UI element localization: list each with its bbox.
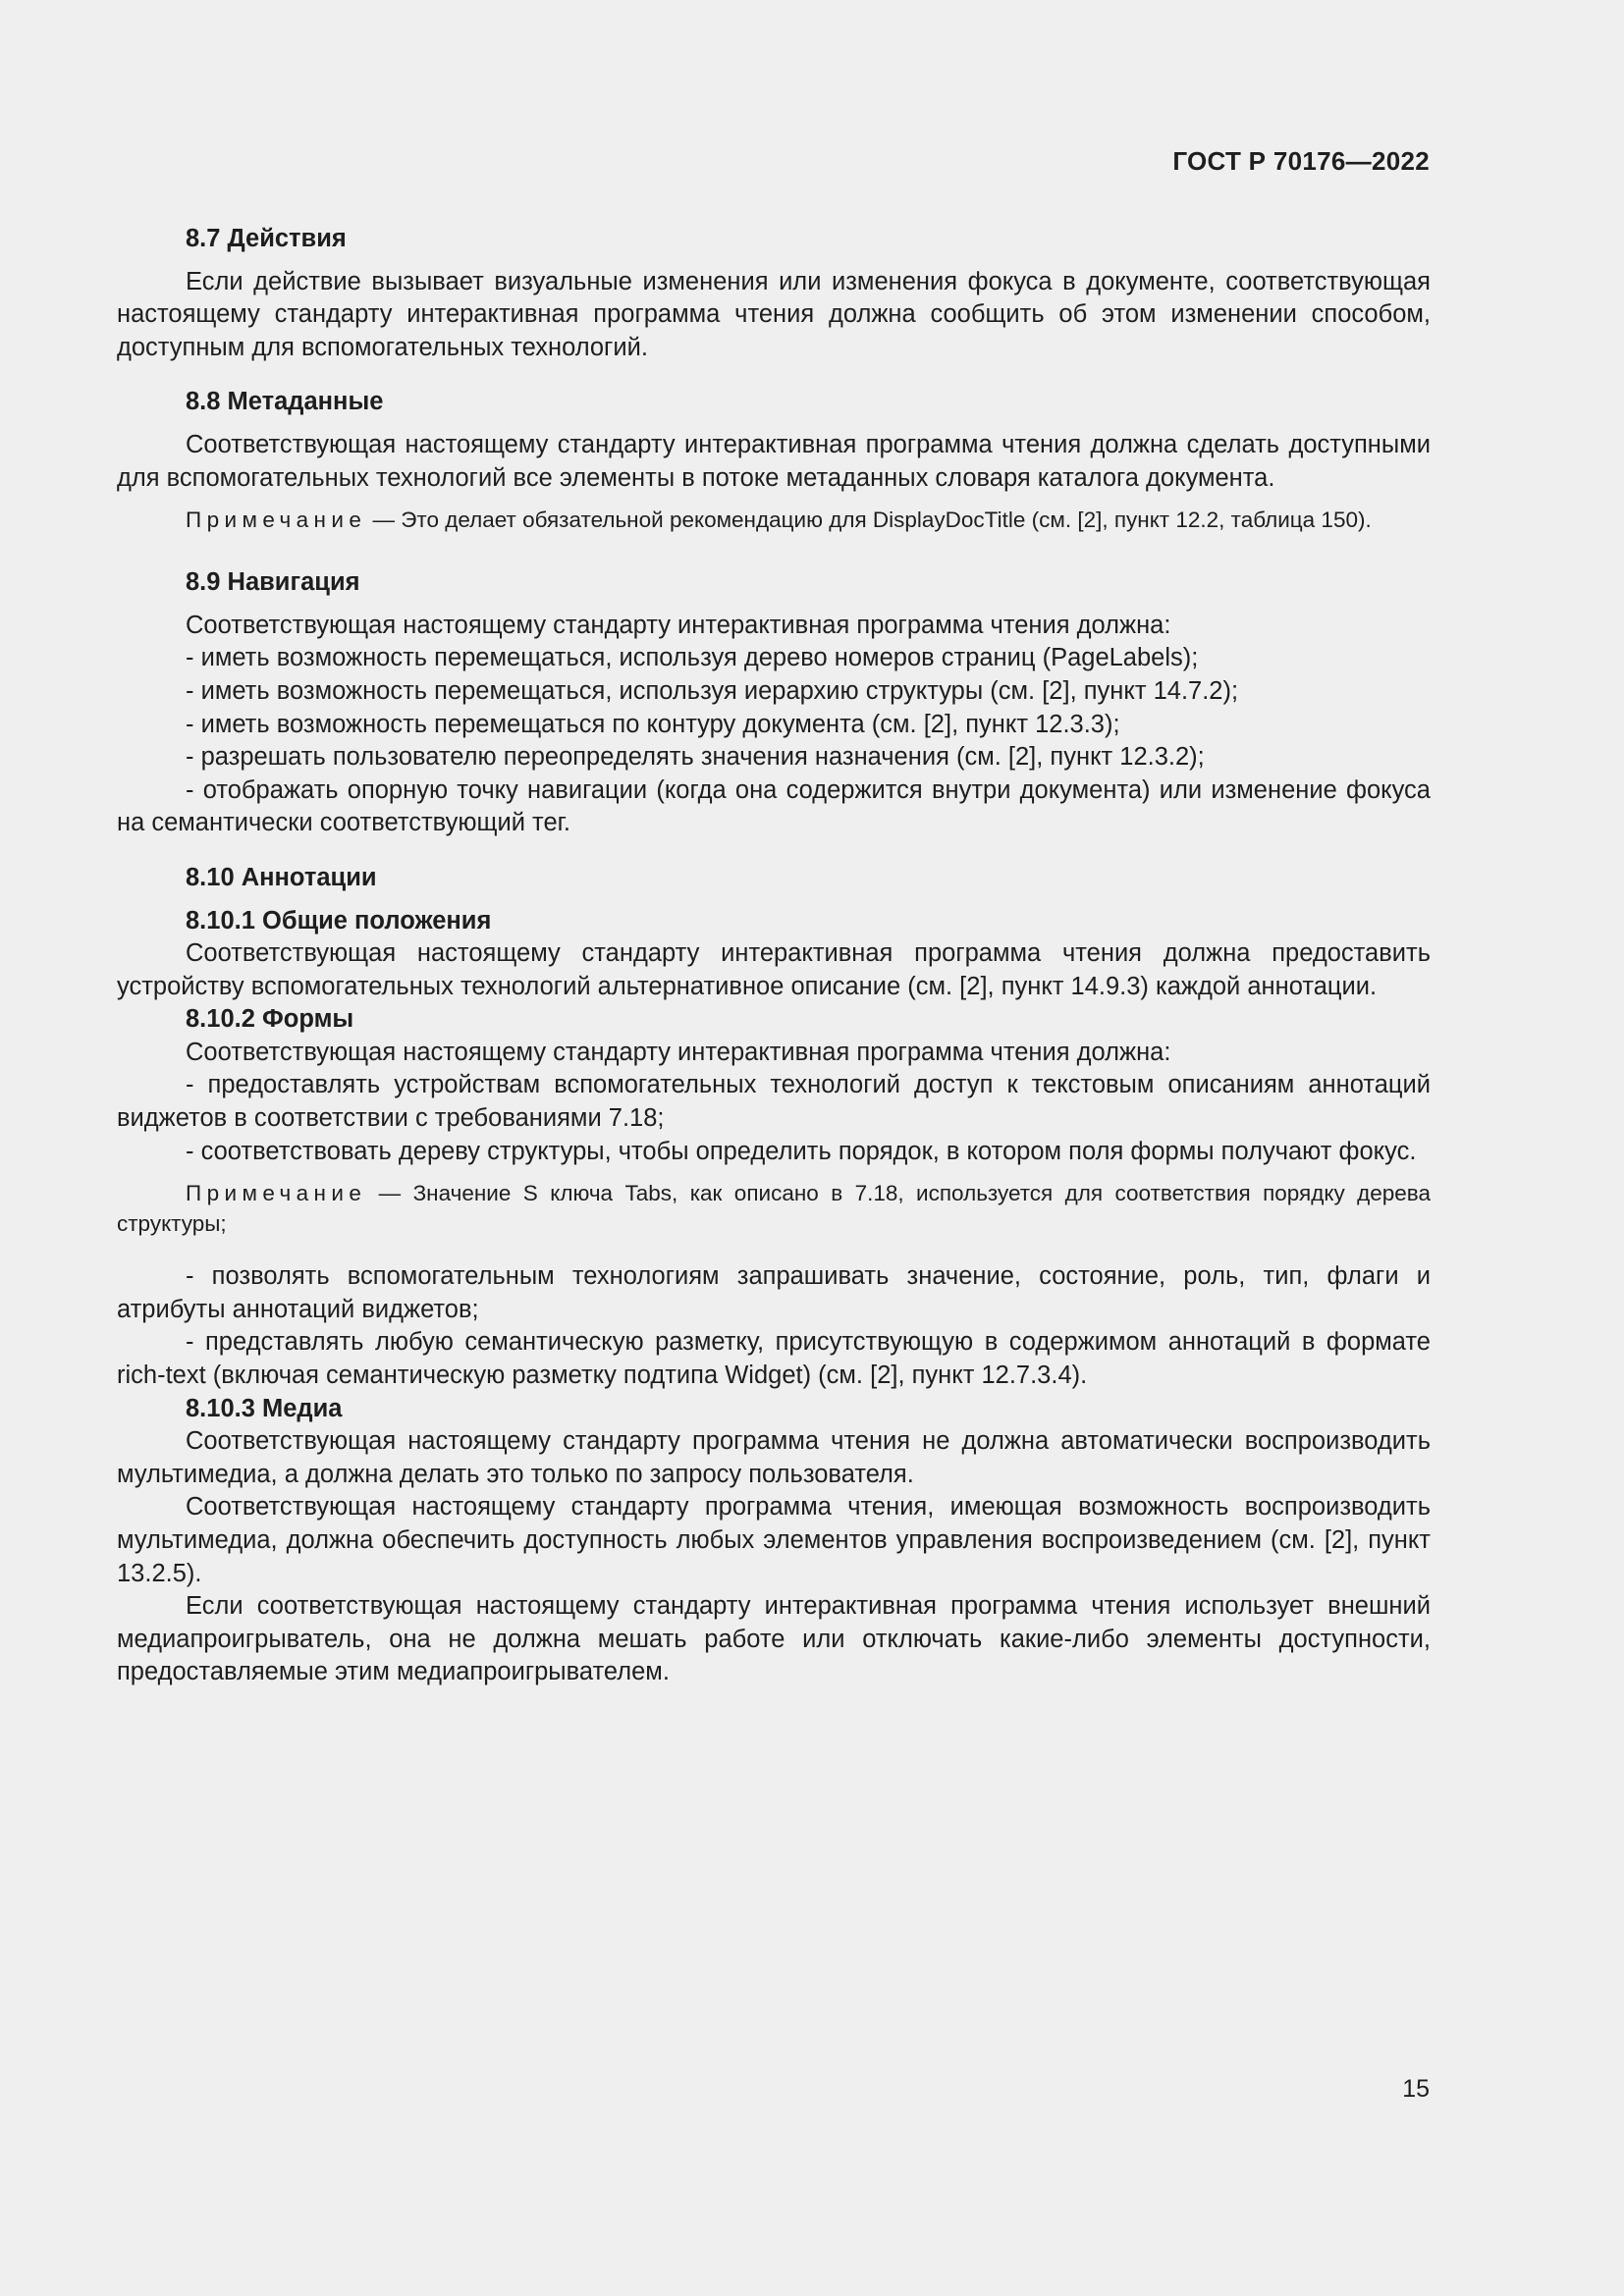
paragraph: Соответствующая настоящему стандарту интерактивная программа чтения должна: (186, 1038, 1171, 1066)
list-item: - предоставлять устройствам вспомогательных технологий доступ к текстовым описаниям аннотаций виджетов в соответствии с требованиями 7.18; (117, 1071, 1431, 1133)
subsection-heading-8-10-3: 8.10.3 Медиа (186, 1394, 343, 1422)
list-item: - позволять вспомогательным технологиям запрашивать значение, состояние, роль, тип, флаги и атрибуты аннотаций виджетов; (117, 1262, 1431, 1323)
list-item: - иметь возможность перемещаться, используя иерархию структуры (см. [2], пункт 14.7.2); (186, 676, 1239, 705)
document-id: ГОСТ Р 70176—2022 (1172, 146, 1430, 176)
list-item: - отображать опорную точку навигации (когда она содержится внутри документа) или изменение фокуса на семантически соответствующий тег. (117, 775, 1431, 837)
note-text: — Значение S ключа Tabs, как описано в 7.18, используется для соответствия порядку дерева структуры; (117, 1181, 1431, 1237)
paragraph: Соответствующая настоящему стандарту программа чтения не должна автоматически воспроизводить мультимедиа, а должна делать это только по запросу пользователя. (117, 1427, 1431, 1488)
paragraph: Соответствующая настоящему стандарту интерактивная программа чтения должна: (186, 611, 1171, 639)
section-heading-8-7: 8.7 Действия (186, 225, 347, 252)
list-item: - иметь возможность перемещаться по контуру документа (см. [2], пункт 12.3.3); (186, 710, 1120, 738)
paragraph: Если действие вызывает визуальные изменения или изменения фокуса в документе, соответствующая настоящему стандарту интерактивная программа чтения должна сообщить об этом изменении способом, доступным для вспомогательных технологий. (117, 267, 1431, 361)
list-item: - представлять любую семантическую разметку, присутствующую в содержимом аннотаций в формате rich-text (включая семантическую разметку подтипа Widget) (см. [2], пункт 12.7.3.4). (117, 1328, 1431, 1390)
paragraph: Соответствующая настоящему стандарту интерактивная программа чтения должна предоставить устройству вспомогательных технологий альтернативное описание (см. [2], пункт 14.9.3) каждой аннотации. (117, 939, 1431, 1000)
subsection-heading-8-10-2: 8.10.2 Формы (186, 1005, 354, 1034)
page-number: 15 (1402, 2075, 1430, 2103)
note-text: — Это делает обязательной рекомендацию для DisplayDocTitle (см. [2], пункт 12.2, таблица 150). (366, 507, 1372, 533)
note-label: Примечание (186, 1181, 367, 1206)
list-item: - соответствовать дереву структуры, чтобы определить порядок, в котором поля формы получают фокус. (186, 1137, 1417, 1165)
list-item: - иметь возможность перемещаться, используя дерево номеров страниц (PageLabels); (186, 644, 1199, 672)
section-heading-8-10: 8.10 Аннотации (186, 863, 377, 891)
paragraph: Соответствующая настоящему стандарту программа чтения, имеющая возможность воспроизводить мультимедиа, должна обеспечить доступность любых элементов управления воспроизведением (см. [2], пункт 13.2.5). (117, 1493, 1431, 1587)
subsection-heading-8-10-1: 8.10.1 Общие положения (186, 906, 492, 934)
note-label: Примечание (186, 507, 367, 533)
list-item: - разрешать пользователю переопределять значения назначения (см. [2], пункт 12.3.2); (186, 743, 1205, 772)
paragraph: Если соответствующая настоящему стандарту интерактивная программа чтения использует внешний медиапроигрыватель, она не должна мешать работе или отключать какие-либо элементы доступности, предоставляемые этим медиапроигрывателем. (117, 1592, 1431, 1686)
page-content (117, 223, 1431, 1689)
section-heading-8-8: 8.8 Метаданные (186, 388, 384, 416)
note (117, 505, 1431, 535)
paragraph: Соответствующая настоящему стандарту интерактивная программа чтения должна сделать доступными для вспомогательных технологий все элементы в потоке метаданных словаря каталога документа. (117, 430, 1431, 492)
section-heading-8-9: 8.9 Навигация (186, 568, 360, 597)
note (117, 1178, 1431, 1239)
